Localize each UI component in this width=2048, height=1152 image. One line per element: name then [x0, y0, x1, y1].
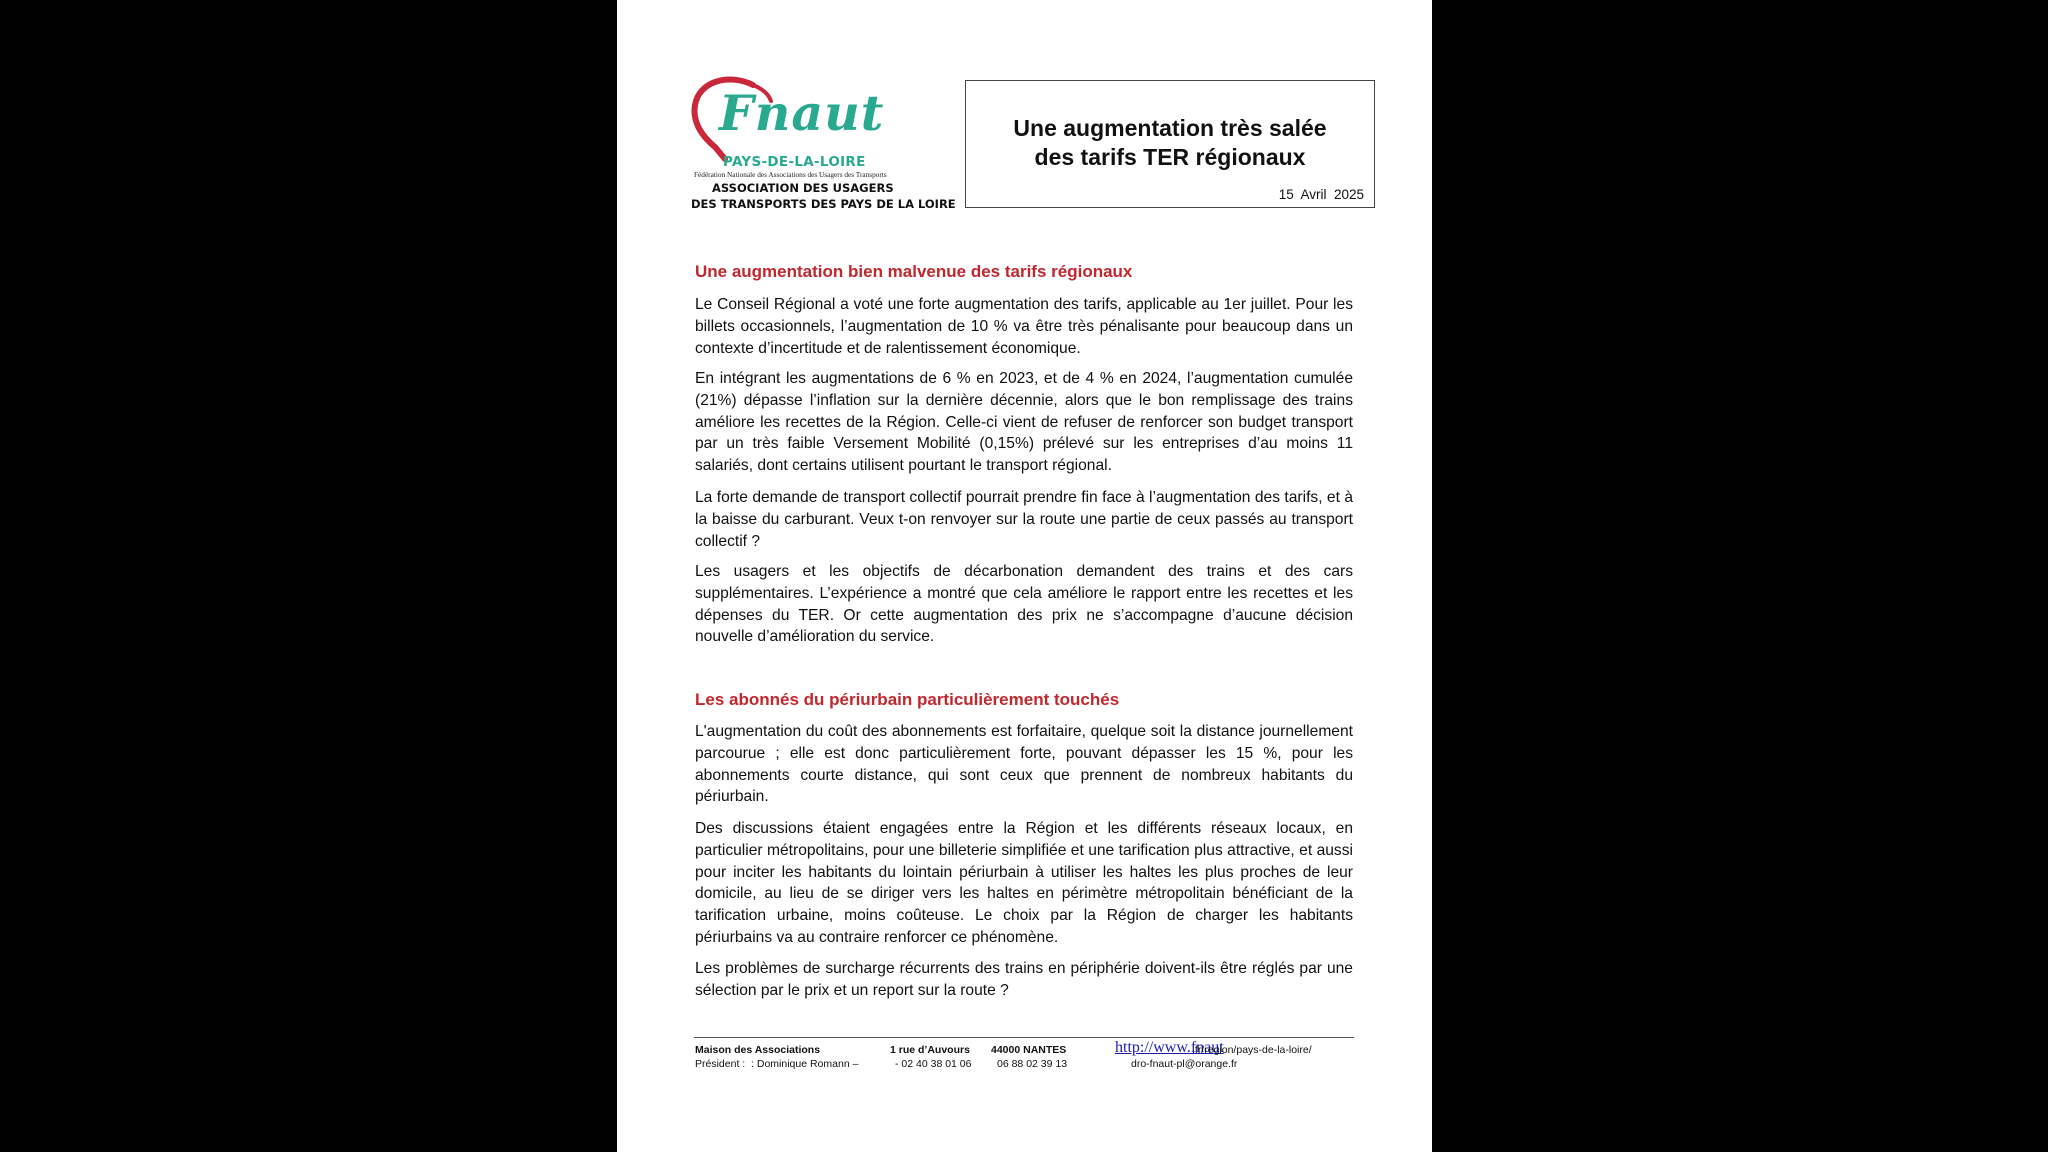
- paragraph: Des discussions étaient engagées entre la Région et les différents réseaux locaux, en particulier métropolitains, pour une billeterie simplifiée et une tarification plus attractive, et aussi pour inciter les habitants du lointain périurbain à utiliser les haltes les plus proches de leur domicile, au lieu de se diriger vers les haltes en périmètre métropolitain bénéficiant de la tarification urbaine, moins coûteuse. Le choix par la Région de charger les habitants périurbains va au contraire renforcer ce phénomène.: [695, 820, 1353, 946]
- footer-president: Président : : Dominique Romann –: [695, 1058, 859, 1070]
- paragraph: Les usagers et les objectifs de décarbonation demandent des trains et des cars supplémentaires. L’expérience a montré que cela améliore le rapport entre les recettes et les dépenses du TER. Or cette augmentation des prix ne s’accompagne d’aucune décision nouvelle d’amélioration du service.: [695, 563, 1353, 646]
- paragraph: Le Conseil Régional a voté une forte augmentation des tarifs, applicable au 1er juillet. Pour les billets occasionnels, l’augmentation de 10 % va être très pénalisante pour beaucoup dans un contexte d’incertitude et de ralentissement économique.: [695, 296, 1353, 357]
- logo-wordmark: Fnaut: [719, 84, 885, 142]
- footer-email: dro-fnaut-pl@orange.fr: [1131, 1058, 1238, 1070]
- association-name-line1: ASSOCIATION DES USAGERS: [712, 181, 894, 195]
- footer-phone: - 02 40 38 01 06: [895, 1058, 972, 1070]
- footer-mobile: 06 88 02 39 13: [997, 1058, 1068, 1070]
- website-link[interactable]: http://www.fnaut: [1115, 1039, 1224, 1056]
- footer-divider: [694, 1037, 1354, 1038]
- section-heading: Une augmentation bien malvenue des tarifs régionaux: [695, 262, 1133, 281]
- footer-org: Maison des Associations: [695, 1044, 821, 1056]
- footer-city: 44000 NANTES: [991, 1044, 1067, 1056]
- footer-street: 1 rue d’Auvours: [890, 1044, 970, 1056]
- fnaut-logo: [691, 75, 956, 215]
- section-heading: Les abonnés du périurbain particulièrement touchés: [695, 690, 1120, 709]
- document-title-line2: des tarifs TER régionaux: [1034, 144, 1306, 170]
- document-date: 15 Avril 2025: [1278, 187, 1364, 202]
- association-name-line2: DES TRANSPORTS DES PAYS DE LA LOIRE: [691, 197, 956, 211]
- document-page: [617, 0, 1432, 1152]
- logo-region: PAYS-DE-LA-LOIRE: [723, 154, 866, 170]
- paragraph: L'augmentation du coût des abonnements est forfaitaire, quelque soit la distance journellement parcourue ; elle est donc particulièrement forte, pouvant dépasser les 15 %, pour les abonnements courte distance, qui sont ceux que prennent de nombreux habitants du périurbain.: [695, 723, 1353, 806]
- title-box: [965, 80, 1375, 208]
- website-path: .fr/region/pays-de-la-loire/: [1192, 1044, 1312, 1056]
- document-title-line1: Une augmentation très salée: [1013, 115, 1327, 141]
- paragraph: En intégrant les augmentations de 6 % en 2023, et de 4 % en 2024, l’augmentation cumulée (21%) dépasse l’inflation sur la dernière décennie, alors que le bon remplissage des trains améliore les recettes de la Région. Celle-ci vient de refuser de renforcer son budget transport par un très faible Versement Mobilité (0,15%) prélevé sur les entreprises d’au moins 11 salariés, dont certains utilisent pourtant le transport régional.: [695, 370, 1353, 475]
- paragraph: Les problèmes de surcharge récurrents des trains en périphérie doivent-ils être réglés par une sélection par le prix et un report sur la route ?: [695, 960, 1353, 999]
- paragraph: La forte demande de transport collectif pourrait prendre fin face à l’augmentation des tarifs, et à la baisse du carburant. Veux t-on renvoyer sur la route une partie de ceux passés au transport collectif ?: [695, 489, 1353, 550]
- logo-federation: Fédération Nationale des Associations des Usagers des Transports: [694, 170, 887, 179]
